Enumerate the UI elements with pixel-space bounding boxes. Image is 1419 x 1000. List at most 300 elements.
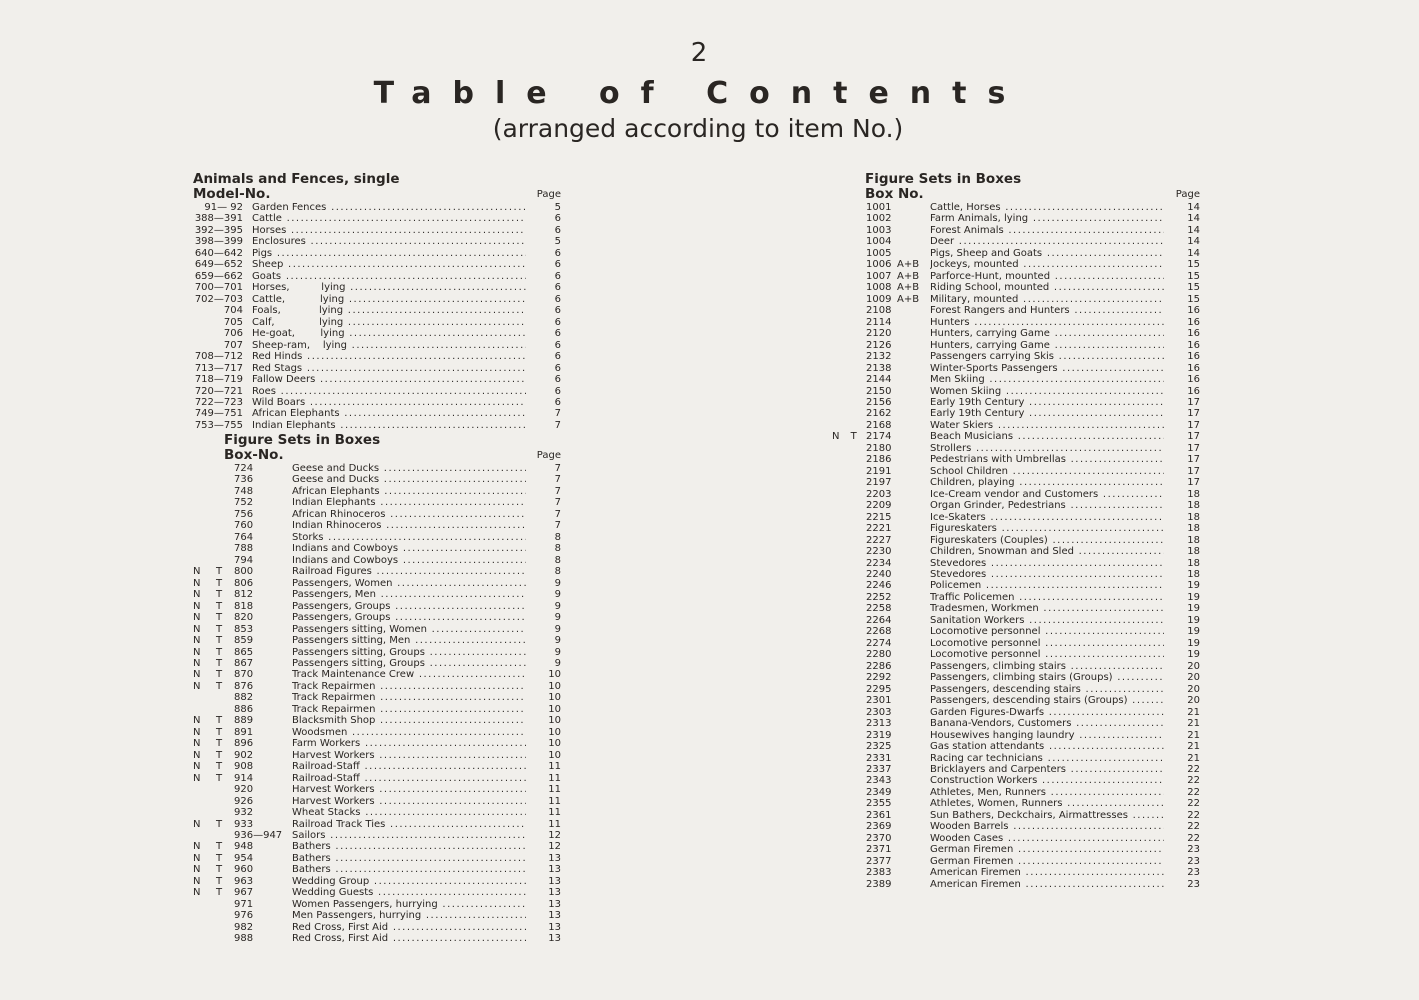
section-heading: Figure Sets in Boxes — [865, 171, 1022, 187]
page-number: 9 — [554, 635, 561, 647]
box-number: 2191 — [866, 465, 892, 477]
box-number: 760 — [234, 520, 254, 532]
page-number: 21 — [1187, 752, 1200, 764]
page-number: 7 — [554, 419, 561, 431]
box-suffix: A+B — [897, 293, 920, 305]
box-number: 2325 — [866, 741, 892, 753]
item-name: Banana-Vendors, Customers ..... — [930, 718, 1164, 729]
toc-row — [830, 443, 1202, 454]
item-name: Racing car technicians ..... — [930, 753, 1164, 764]
item-name: Indian Elephants ..... — [252, 420, 526, 431]
page-number: 17 — [1187, 477, 1200, 489]
item-name: School Children ..... — [930, 466, 1164, 477]
page-number: 16 — [1187, 374, 1200, 386]
toc-row — [830, 305, 1202, 316]
page-number: 8 — [554, 566, 561, 578]
item-name: Passengers, climbing stairs ..... — [930, 661, 1164, 672]
item-name: Passengers sitting, Groups ..... — [292, 658, 526, 669]
box-number: 2215 — [866, 511, 892, 523]
toc-row — [193, 750, 563, 761]
box-number: 1003 — [866, 224, 892, 236]
item-name: Hunters, carrying Game ..... — [930, 340, 1164, 351]
toc-row — [830, 374, 1202, 385]
box-number: 2203 — [866, 488, 892, 500]
page-number: 13 — [548, 910, 561, 922]
item-name: Garden Fences ..... — [252, 202, 526, 213]
toc-row — [830, 661, 1202, 672]
column-heading: Model-No. — [193, 186, 271, 202]
box-number: 2240 — [866, 569, 892, 580]
page-number: 18 — [1187, 488, 1200, 500]
item-name: Indian Elephants ..... — [292, 497, 526, 508]
box-number: 756 — [234, 508, 254, 520]
box-number: 2361 — [866, 809, 892, 821]
page-number: 22 — [1187, 798, 1200, 810]
item-name: Hunters, carrying Game ..... — [930, 328, 1164, 339]
page-number: 11 — [548, 807, 561, 819]
item-name: Cattle, Horses ..... — [930, 202, 1164, 213]
box-number: 2246 — [866, 580, 892, 592]
item-name: Passengers sitting, Men ..... — [292, 635, 526, 646]
toc-row — [193, 910, 563, 921]
box-number: 2120 — [866, 328, 892, 340]
item-name: Passengers, Groups ..... — [292, 612, 526, 623]
box-number: 933 — [234, 818, 254, 830]
box-number: 1006 — [866, 259, 892, 271]
toc-row — [830, 684, 1202, 695]
toc-row — [193, 420, 563, 431]
page-number: 16 — [1187, 351, 1200, 363]
toc-row — [830, 787, 1202, 798]
page-number: 15 — [1187, 293, 1200, 305]
toc-row — [830, 879, 1202, 890]
item-name: Fallow Deers ..... — [252, 374, 526, 385]
toc-row — [830, 363, 1202, 374]
box-number: 920 — [234, 784, 254, 796]
toc-row — [193, 305, 563, 316]
page-number: 17 — [1187, 419, 1200, 431]
toc-row — [830, 259, 1202, 270]
box-number: 2301 — [866, 695, 892, 707]
item-name: Parforce-Hunt, mounted ..... — [930, 271, 1164, 282]
box-number: 908 — [234, 761, 254, 773]
page-number: 6 — [554, 362, 561, 374]
toc-row — [193, 612, 563, 623]
item-name: Passengers, climbing stairs (Groups) ..... — [930, 672, 1164, 683]
t-marker: T — [216, 852, 223, 864]
t-marker: T — [216, 772, 223, 784]
box-number: 2268 — [866, 626, 892, 638]
model-number: 722—723 — [194, 396, 243, 408]
item-name: Indian Rhinoceros ..... — [292, 520, 526, 531]
box-number: 2230 — [866, 546, 892, 558]
page-number: 7 — [554, 497, 561, 509]
n-marker: N — [193, 864, 201, 876]
model-number: 705 — [223, 316, 243, 328]
page-number: 8 — [554, 531, 561, 543]
model-number: 398—399 — [194, 236, 243, 248]
toc-row — [830, 775, 1202, 786]
t-marker: T — [216, 818, 223, 830]
item-name: Figureskaters (Couples) ..... — [930, 535, 1164, 546]
model-number: 707 — [223, 339, 243, 351]
page-number: 6 — [554, 305, 561, 317]
toc-row — [830, 867, 1202, 878]
page-number: 15 — [1187, 282, 1200, 294]
page-number: 12 — [548, 830, 561, 841]
page-number: 16 — [1187, 305, 1200, 317]
toc-row — [830, 626, 1202, 637]
item-name: Passengers, Groups ..... — [292, 601, 526, 612]
toc-row — [830, 546, 1202, 557]
item-name: Foals, lying ..... — [252, 305, 526, 316]
box-number: 1001 — [866, 202, 892, 213]
toc-row — [193, 738, 563, 749]
item-name: Locomotive personnel ..... — [930, 638, 1164, 649]
toc-row — [193, 876, 563, 887]
toc-row — [830, 707, 1202, 718]
box-number: 2313 — [866, 718, 892, 730]
item-name: Track Maintenance Crew ..... — [292, 669, 526, 680]
toc-row — [193, 692, 563, 703]
page-number: 20 — [1187, 660, 1200, 672]
page-number: 5 — [554, 236, 561, 248]
toc-row — [193, 282, 563, 293]
page-number: 14 — [1187, 213, 1200, 225]
toc-row — [830, 512, 1202, 523]
page-number: 6 — [554, 374, 561, 386]
t-marker: T — [216, 749, 223, 761]
box-number: 818 — [234, 600, 254, 612]
toc-row — [830, 649, 1202, 660]
box-number: 2389 — [866, 878, 892, 890]
item-name: German Firemen ..... — [930, 856, 1164, 867]
page-column-label: Page — [1175, 189, 1200, 200]
n-marker: N — [193, 635, 201, 647]
item-name: Wild Boars ..... — [252, 397, 526, 408]
toc-row — [193, 532, 563, 543]
n-marker: N — [193, 738, 201, 750]
toc-row — [193, 761, 563, 772]
model-number: 91— 92 — [204, 202, 243, 213]
item-name: Athletes, Men, Runners ..... — [930, 787, 1164, 798]
toc-row — [830, 638, 1202, 649]
item-name: Housewives hanging laundry ..... — [930, 730, 1164, 741]
toc-row — [193, 408, 563, 419]
item-name: Harvest Workers ..... — [292, 784, 526, 795]
box-number: 812 — [234, 589, 254, 601]
item-name: German Firemen ..... — [930, 844, 1164, 855]
item-name: Calf, lying ..... — [252, 317, 526, 328]
n-marker: N — [193, 772, 201, 784]
item-name: Sanitation Workers ..... — [930, 615, 1164, 626]
toc-row — [193, 601, 563, 612]
page-number: 11 — [548, 818, 561, 830]
box-number: 1009 — [866, 293, 892, 305]
toc-row — [193, 647, 563, 658]
n-marker: N — [193, 646, 201, 658]
page-number: 16 — [1187, 385, 1200, 397]
page-number: 6 — [554, 316, 561, 328]
item-name: Wheat Stacks ..... — [292, 807, 526, 818]
item-name: Women Skiing ..... — [930, 386, 1164, 397]
box-number: 2343 — [866, 775, 892, 787]
page-number: 5 — [554, 202, 561, 213]
toc-row — [193, 351, 563, 362]
toc-row — [830, 328, 1202, 339]
item-name: Men Skiing ..... — [930, 374, 1164, 385]
box-number: 2331 — [866, 752, 892, 764]
t-marker: T — [216, 635, 223, 647]
page-number: 9 — [554, 589, 561, 601]
page-number: 19 — [1187, 649, 1200, 661]
toc-row — [193, 363, 563, 374]
item-name: Tradesmen, Workmen ..... — [930, 603, 1164, 614]
toc-row — [830, 466, 1202, 477]
box-number: 963 — [234, 875, 254, 887]
page-number: 13 — [548, 898, 561, 910]
toc-row — [193, 864, 563, 875]
box-number: 806 — [234, 577, 254, 589]
box-number: 2286 — [866, 660, 892, 672]
box-number: 2295 — [866, 683, 892, 695]
box-number: 914 — [234, 772, 254, 784]
n-marker: N — [193, 749, 201, 761]
box-number: 1007 — [866, 270, 892, 282]
toc-row — [193, 509, 563, 520]
n-marker: N — [193, 589, 201, 601]
toc-row — [193, 681, 563, 692]
box-number: 752 — [234, 497, 254, 509]
toc-row — [830, 500, 1202, 511]
entry-list — [830, 202, 1202, 890]
item-name: Traffic Policemen ..... — [930, 592, 1164, 603]
box-number: 764 — [234, 531, 254, 543]
page-number: 17 — [1187, 408, 1200, 420]
page-number: 15 — [1187, 259, 1200, 271]
item-name: Harvest Workers ..... — [292, 796, 526, 807]
page-number: 6 — [554, 247, 561, 259]
item-name: Garden Figures-Dwarfs ..... — [930, 707, 1164, 718]
box-number: 2258 — [866, 603, 892, 615]
toc-row — [830, 833, 1202, 844]
page-number: 23 — [1187, 844, 1200, 856]
page-number: 17 — [1187, 454, 1200, 466]
page-number: 16 — [1187, 328, 1200, 340]
page-number: 2 — [690, 38, 708, 68]
toc-row — [193, 236, 563, 247]
item-name: Harvest Workers ..... — [292, 750, 526, 761]
box-number: 2292 — [866, 672, 892, 684]
item-name: Children, playing ..... — [930, 477, 1164, 488]
page-number: 16 — [1187, 339, 1200, 351]
item-name: Bricklayers and Carpenters ..... — [930, 764, 1164, 775]
box-number: 2319 — [866, 729, 892, 741]
toc-row — [830, 810, 1202, 821]
page-column-label: Page — [536, 189, 561, 200]
n-marker: N — [193, 875, 201, 887]
n-marker: N — [193, 761, 201, 773]
page-number: 7 — [554, 463, 561, 474]
model-number: 706 — [223, 328, 243, 340]
item-name: Construction Workers ..... — [930, 775, 1164, 786]
item-name: Horses, lying ..... — [252, 282, 526, 293]
box-number: 2132 — [866, 351, 892, 363]
toc-row — [193, 853, 563, 864]
page-number: 15 — [1187, 270, 1200, 282]
toc-row — [193, 259, 563, 270]
toc-row — [830, 695, 1202, 706]
toc-row — [830, 248, 1202, 259]
model-number: 749—751 — [194, 408, 243, 420]
box-number: 2264 — [866, 614, 892, 626]
item-name: Farm Workers ..... — [292, 738, 526, 749]
item-name: American Firemen ..... — [930, 879, 1164, 890]
item-name: African Rhinoceros ..... — [292, 509, 526, 520]
box-number: 2197 — [866, 477, 892, 489]
item-name: Gas station attendants ..... — [930, 741, 1164, 752]
item-name: Military, mounted ..... — [930, 294, 1164, 305]
entry-list — [193, 463, 563, 945]
box-number: 2114 — [866, 316, 892, 328]
box-number: 2138 — [866, 362, 892, 374]
item-name: Passengers, Women ..... — [292, 578, 526, 589]
page-number: 20 — [1187, 672, 1200, 684]
model-number: 640—642 — [194, 247, 243, 259]
box-number: 902 — [234, 749, 254, 761]
page-number: 10 — [548, 726, 561, 738]
page-number: 11 — [548, 761, 561, 773]
item-name: Horses ..... — [252, 225, 526, 236]
toc-row — [830, 741, 1202, 752]
page-number: 18 — [1187, 534, 1200, 546]
toc-row — [193, 374, 563, 385]
item-name: Forest Animals ..... — [930, 225, 1164, 236]
toc-row — [830, 317, 1202, 328]
item-name: Policemen ..... — [930, 580, 1164, 591]
item-name: Sailors ..... — [292, 830, 526, 841]
n-marker: N — [193, 669, 201, 681]
t-marker: T — [216, 875, 223, 887]
page-number: 10 — [548, 715, 561, 727]
page-number: 6 — [554, 396, 561, 408]
n-marker: N — [193, 715, 201, 727]
toc-row — [193, 830, 563, 841]
right-boxes-section — [830, 172, 1202, 890]
item-name: Bathers ..... — [292, 853, 526, 864]
item-name: Wedding Guests ..... — [292, 887, 526, 898]
toc-row — [193, 317, 563, 328]
page-number: 23 — [1187, 878, 1200, 890]
box-number: 1008 — [866, 282, 892, 294]
toc-row — [830, 477, 1202, 488]
item-name: Locomotive personnel ..... — [930, 649, 1164, 660]
item-name: Bathers ..... — [292, 864, 526, 875]
item-name: Indians and Cowboys ..... — [292, 543, 526, 554]
box-number: 2227 — [866, 534, 892, 546]
toc-row — [830, 397, 1202, 408]
item-name: Wooden Cases ..... — [930, 833, 1164, 844]
item-name: Pigs, Sheep and Goats ..... — [930, 248, 1164, 259]
item-name: Blacksmith Shop ..... — [292, 715, 526, 726]
t-marker: T — [216, 646, 223, 658]
toc-row — [193, 397, 563, 408]
item-name: Organ Grinder, Pedestrians ..... — [930, 500, 1164, 511]
box-number: 2369 — [866, 821, 892, 833]
box-number: 976 — [234, 910, 254, 922]
page-number: 22 — [1187, 821, 1200, 833]
toc-row — [193, 225, 563, 236]
t-marker: T — [216, 715, 223, 727]
box-number: 982 — [234, 921, 254, 933]
item-name: Hunters ..... — [930, 317, 1164, 328]
page-number: 6 — [554, 270, 561, 282]
item-name: Sun Bathers, Deckchairs, Airmattresses ..... — [930, 810, 1164, 821]
item-name: Woodsmen ..... — [292, 727, 526, 738]
box-number: 954 — [234, 852, 254, 864]
page-number: 11 — [548, 772, 561, 784]
t-marker: T — [216, 738, 223, 750]
item-name: African Elephants ..... — [292, 486, 526, 497]
box-number: 2144 — [866, 374, 892, 386]
section-heading: Figure Sets in Boxes — [224, 432, 381, 448]
toc-row — [193, 796, 563, 807]
toc-row — [193, 486, 563, 497]
box-suffix: A+B — [897, 259, 920, 271]
toc-row — [193, 773, 563, 784]
item-name: Ice-Cream vendor and Customers ..... — [930, 489, 1164, 500]
item-name: Passengers, descending stairs ..... — [930, 684, 1164, 695]
page-number: 6 — [554, 339, 561, 351]
t-marker: T — [216, 600, 223, 612]
item-name: Passengers sitting, Groups ..... — [292, 647, 526, 658]
model-number: 659—662 — [194, 270, 243, 282]
item-name: Stevedores ..... — [930, 569, 1164, 580]
toc-row — [193, 578, 563, 589]
item-name: Deer ..... — [930, 236, 1164, 247]
page-number: 18 — [1187, 500, 1200, 512]
toc-row — [830, 603, 1202, 614]
item-name: Sheep ..... — [252, 259, 526, 270]
toc-row — [830, 672, 1202, 683]
toc-row — [830, 558, 1202, 569]
toc-row — [830, 431, 1202, 442]
item-name: Winter-Sports Passengers ..... — [930, 363, 1164, 374]
page-number: 21 — [1187, 729, 1200, 741]
page-number: 9 — [554, 657, 561, 669]
nt-marker: N T — [832, 431, 857, 443]
item-name: Women Passengers, hurrying ..... — [292, 899, 526, 910]
item-name: Passengers, Men ..... — [292, 589, 526, 600]
box-number: 891 — [234, 726, 254, 738]
page-number: 14 — [1187, 247, 1200, 259]
box-number: 876 — [234, 680, 254, 692]
item-name: Farm Animals, lying ..... — [930, 213, 1164, 224]
t-marker: T — [216, 841, 223, 853]
page-number: 6 — [554, 385, 561, 397]
t-marker: T — [216, 566, 223, 578]
page-number: 10 — [548, 692, 561, 704]
animals-section — [193, 172, 563, 431]
item-name: Passengers, descending stairs (Groups) ..... — [930, 695, 1164, 706]
toc-row — [830, 202, 1202, 213]
item-name: Geese and Ducks ..... — [292, 474, 526, 485]
toc-row — [830, 236, 1202, 247]
page-number: 18 — [1187, 511, 1200, 523]
toc-row — [830, 386, 1202, 397]
t-marker: T — [216, 657, 223, 669]
toc-row — [193, 497, 563, 508]
